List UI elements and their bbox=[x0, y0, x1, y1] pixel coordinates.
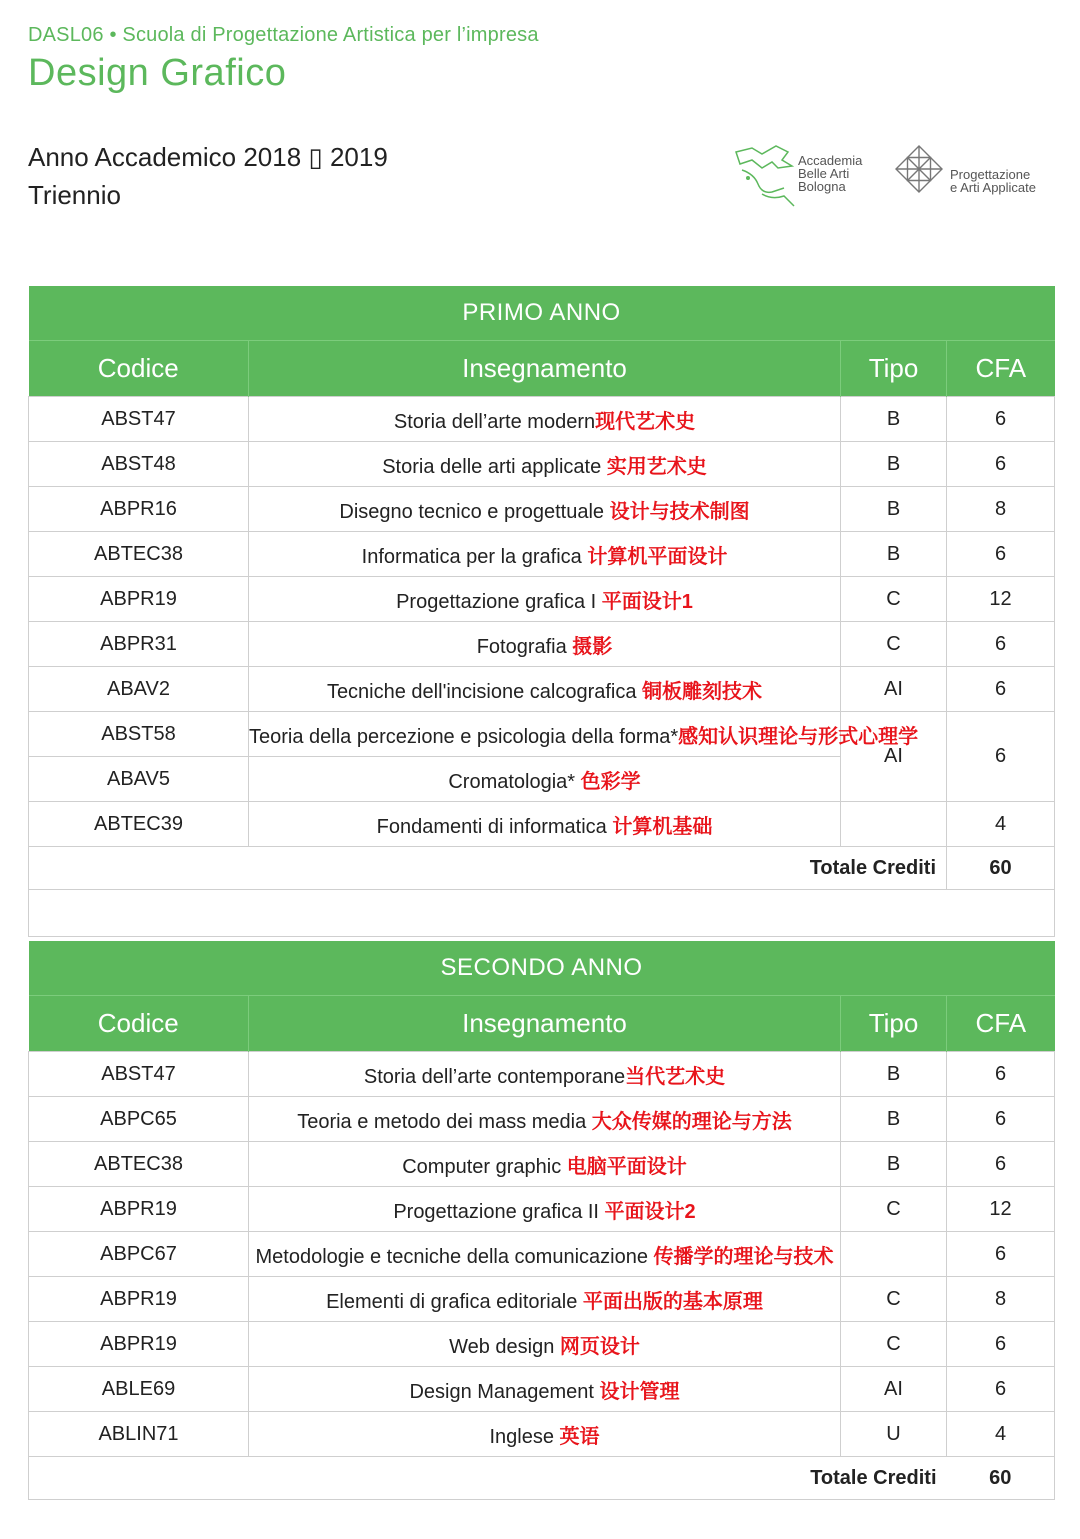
col-type: Tipo bbox=[841, 341, 947, 397]
course-translation: 传播学的理论与技术 bbox=[653, 1245, 834, 1268]
course-translation: 计算机基础 bbox=[612, 815, 713, 838]
course-code: ABPR19 bbox=[29, 577, 249, 622]
course-name: Fotografia 摄影 bbox=[249, 622, 841, 667]
col-code: Codice bbox=[29, 996, 249, 1052]
course-code: ABST47 bbox=[29, 1052, 249, 1097]
total-label: Totale Crediti bbox=[29, 1457, 947, 1500]
course-code: ABLIN71 bbox=[29, 1412, 249, 1457]
academic-year: Anno Accademico 2018 ▯ 2019 bbox=[28, 142, 388, 172]
table-row bbox=[29, 802, 1055, 847]
course-type: B bbox=[841, 1097, 947, 1142]
course-credits: 6 bbox=[947, 1052, 1055, 1097]
course-name: Storia dell’arte contemporane当代艺术史 bbox=[249, 1052, 841, 1097]
course-code: ABAV2 bbox=[29, 667, 249, 712]
table-row bbox=[29, 487, 1055, 532]
col-code: Codice bbox=[29, 341, 249, 397]
table-row bbox=[29, 532, 1055, 577]
course-translation: 网页设计 bbox=[559, 1335, 640, 1358]
second-year-table bbox=[28, 941, 1055, 1500]
academy-logo-line2: Belle Arti bbox=[798, 166, 850, 181]
col-type: Tipo bbox=[841, 996, 947, 1052]
course-name: Storia delle arti applicate 实用艺术史 bbox=[249, 442, 841, 487]
course-code: ABPR31 bbox=[29, 622, 249, 667]
course-translation: 平面出版的基本原理 bbox=[582, 1290, 763, 1313]
course-type: C bbox=[841, 1322, 947, 1367]
table-row bbox=[29, 1142, 1055, 1187]
course-translation: 铜板雕刻技术 bbox=[642, 680, 763, 703]
course-name: Design Management 设计管理 bbox=[249, 1367, 841, 1412]
course-credits: 4 bbox=[947, 802, 1055, 847]
course-name: Web design 网页设计 bbox=[249, 1322, 841, 1367]
course-name: Inglese 英语 bbox=[249, 1412, 841, 1457]
course-code: ABPR19 bbox=[29, 1277, 249, 1322]
course-type: B bbox=[841, 1052, 947, 1097]
table-row bbox=[29, 1322, 1055, 1367]
page-title: Design Grafico bbox=[28, 52, 287, 94]
course-code: ABPC65 bbox=[29, 1097, 249, 1142]
course-type: AI bbox=[841, 712, 947, 802]
course-type: B bbox=[841, 487, 947, 532]
course-type: B bbox=[841, 532, 947, 577]
table-row bbox=[29, 1232, 1055, 1277]
course-translation: 平面设计1 bbox=[601, 590, 693, 613]
school-logo bbox=[892, 144, 1062, 200]
col-course: Insegnamento bbox=[249, 996, 841, 1052]
course-code: ABTEC39 bbox=[29, 802, 249, 847]
course-credits: 6 bbox=[947, 622, 1055, 667]
course-translation: 色彩学 bbox=[580, 770, 641, 793]
course-name: Fondamenti di informatica 计算机基础 bbox=[249, 802, 841, 847]
course-credits: 8 bbox=[947, 487, 1055, 532]
course-translation: 平面设计2 bbox=[604, 1200, 696, 1223]
first-year-body bbox=[29, 397, 1055, 937]
course-type bbox=[841, 802, 947, 847]
course-name: Disegno tecnico e progettuale 设计与技术制图 bbox=[249, 487, 841, 532]
course-code: ABLE69 bbox=[29, 1367, 249, 1412]
course-code: ABPR19 bbox=[29, 1187, 249, 1232]
course-type: U bbox=[841, 1412, 947, 1457]
course-credits: 6 bbox=[947, 1097, 1055, 1142]
school-logo-line2: e Arti Applicate bbox=[950, 180, 1036, 195]
col-credits: CFA bbox=[947, 996, 1055, 1052]
total-value: 60 bbox=[947, 847, 1055, 890]
course-type: C bbox=[841, 577, 947, 622]
course-code: ABST48 bbox=[29, 442, 249, 487]
course-name: Teoria della percezione e psicologia della forma*感知认识理论与形式心理学 bbox=[249, 712, 841, 757]
first-year-title: PRIMO ANNO bbox=[29, 286, 1055, 341]
course-code: ABTEC38 bbox=[29, 532, 249, 577]
course-name: Computer graphic 电脑平面设计 bbox=[249, 1142, 841, 1187]
total-row bbox=[29, 1457, 1055, 1500]
course-name: Tecniche dell'incisione calcografica 铜板雕刻技术 bbox=[249, 667, 841, 712]
course-credits: 4 bbox=[947, 1412, 1055, 1457]
course-name: Storia dell’arte modern现代艺术史 bbox=[249, 397, 841, 442]
course-type: B bbox=[841, 1142, 947, 1187]
course-credits: 6 bbox=[947, 712, 1055, 802]
total-value: 60 bbox=[947, 1457, 1055, 1500]
course-credits: 12 bbox=[947, 577, 1055, 622]
course-code: ABST47 bbox=[29, 397, 249, 442]
course-translation: 实用艺术史 bbox=[606, 455, 707, 478]
course-credits: 6 bbox=[947, 1322, 1055, 1367]
course-translation: 当代艺术史 bbox=[625, 1065, 726, 1088]
course-name: Progettazione grafica II 平面设计2 bbox=[249, 1187, 841, 1232]
second-year-body bbox=[29, 1052, 1055, 1500]
academy-logo-line3: Bologna bbox=[798, 179, 846, 194]
table-row bbox=[29, 667, 1055, 712]
course-type: B bbox=[841, 397, 947, 442]
course-translation: 感知认识理论与形式心理学 bbox=[678, 725, 919, 748]
course-credits: 6 bbox=[947, 1367, 1055, 1412]
diamond-lattice-icon bbox=[892, 144, 946, 194]
course-code: ABTEC38 bbox=[29, 1142, 249, 1187]
course-translation: 设计与技术制图 bbox=[609, 500, 750, 523]
course-name: Teoria e metodo dei mass media 大众传媒的理论与方法 bbox=[249, 1097, 841, 1142]
course-translation: 英语 bbox=[559, 1425, 600, 1448]
course-type: B bbox=[841, 442, 947, 487]
academy-logo-line1: Accademia bbox=[798, 153, 863, 168]
course-translation: 现代艺术史 bbox=[595, 410, 696, 433]
school-subtitle: DASL06 • Scuola di Progettazione Artistica per l’impresa bbox=[28, 24, 539, 46]
academy-logo bbox=[732, 144, 882, 210]
total-row bbox=[29, 847, 1055, 890]
course-code: ABPR16 bbox=[29, 487, 249, 532]
course-type: C bbox=[841, 1187, 947, 1232]
table-row bbox=[29, 1367, 1055, 1412]
course-credits: 6 bbox=[947, 397, 1055, 442]
table-row bbox=[29, 1097, 1055, 1142]
course-credits: 6 bbox=[947, 1142, 1055, 1187]
table-spacer bbox=[29, 890, 1055, 937]
table-row bbox=[29, 622, 1055, 667]
course-name: Metodologie e tecniche della comunicazione 传播学的理论与技术 bbox=[249, 1232, 841, 1277]
table-row bbox=[29, 1277, 1055, 1322]
course-type: AI bbox=[841, 1367, 947, 1412]
first-year-table bbox=[28, 286, 1055, 937]
second-year-title: SECONDO ANNO bbox=[29, 941, 1055, 996]
table-row bbox=[29, 1187, 1055, 1232]
col-course: Insegnamento bbox=[249, 341, 841, 397]
course-code: ABPC67 bbox=[29, 1232, 249, 1277]
course-translation: 摄影 bbox=[572, 635, 613, 658]
total-label: Totale Crediti bbox=[29, 847, 947, 890]
table-row bbox=[29, 712, 1055, 757]
table-row bbox=[29, 577, 1055, 622]
course-type: C bbox=[841, 622, 947, 667]
course-credits: 12 bbox=[947, 1187, 1055, 1232]
course-type: C bbox=[841, 1277, 947, 1322]
course-credits: 6 bbox=[947, 532, 1055, 577]
course-credits: 8 bbox=[947, 1277, 1055, 1322]
table-row bbox=[29, 1412, 1055, 1457]
course-name: Informatica per la grafica 计算机平面设计 bbox=[249, 532, 841, 577]
course-type: AI bbox=[841, 667, 947, 712]
course-translation: 计算机平面设计 bbox=[587, 545, 728, 568]
degree-level: Triennio bbox=[28, 180, 121, 210]
course-name: Progettazione grafica I 平面设计1 bbox=[249, 577, 841, 622]
course-code: ABST58 bbox=[29, 712, 249, 757]
course-code: ABPR19 bbox=[29, 1322, 249, 1367]
course-name: Elementi di grafica editoriale 平面出版的基本原理 bbox=[249, 1277, 841, 1322]
course-credits: 6 bbox=[947, 1232, 1055, 1277]
course-translation: 设计管理 bbox=[599, 1380, 680, 1403]
table-row bbox=[29, 397, 1055, 442]
course-translation: 电脑平面设计 bbox=[566, 1155, 687, 1178]
col-credits: CFA bbox=[947, 341, 1055, 397]
table-row bbox=[29, 442, 1055, 487]
course-code: ABAV5 bbox=[29, 757, 249, 802]
academy-logo-icon bbox=[732, 144, 802, 210]
course-type bbox=[841, 1232, 947, 1277]
course-name: Cromatologia* 色彩学 bbox=[249, 757, 841, 802]
course-translation: 大众传媒的理论与方法 bbox=[591, 1110, 792, 1133]
course-credits: 6 bbox=[947, 667, 1055, 712]
course-credits: 6 bbox=[947, 442, 1055, 487]
table-row bbox=[29, 1052, 1055, 1097]
school-logo-line1: Progettazione bbox=[950, 167, 1031, 182]
